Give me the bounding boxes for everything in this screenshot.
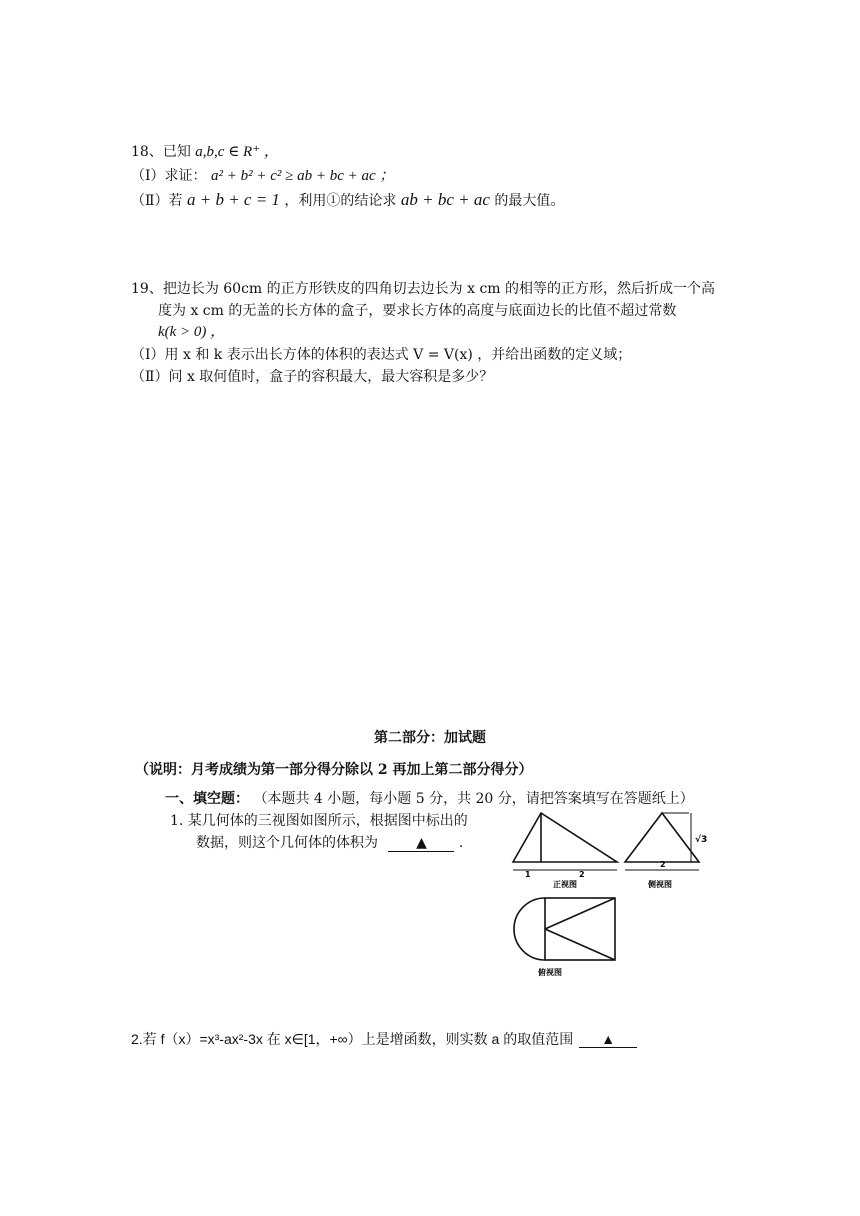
front-dim-1: 1 [525, 870, 531, 879]
fill-q1-blank[interactable]: ▲ [388, 835, 454, 852]
q19-part1: （Ⅰ）用 x 和 k 表示出长方体的体积的表达式 V = V(x) ，并给出函数的定义域； [131, 347, 632, 363]
top-view [514, 898, 615, 960]
q18-part2 [131, 189, 564, 212]
q18-part1 [131, 165, 394, 187]
side-dim-2: 2 [660, 860, 666, 869]
q18-part2-cond: a + b + c = 1 [186, 190, 280, 209]
q18-stem-text: 18、已知 [131, 144, 191, 160]
q18-part2-suffix: 的最大值。 [494, 193, 565, 209]
q18-given: a,b,c ∈ R⁺ ， [195, 144, 279, 160]
q18-part2-prefix: （Ⅱ）若 [131, 193, 183, 209]
section-label: 一、填空题： [165, 791, 249, 807]
fill-q1-prompt: 数据，则这个几何体的体积为 [196, 835, 378, 851]
fill-q2-blank[interactable]: ▲ [579, 1031, 637, 1048]
front-view [513, 813, 617, 870]
part2-note: （说明：月考成绩为第一部分得分除以 2 再加上第二部分得分） [135, 762, 533, 778]
q18-part2-mid: ，利用①的结论求 [284, 193, 397, 209]
q18-part1-formula: a² + b² + c² ≥ ab + bc + ac ； [210, 168, 395, 184]
top-view-label: 俯视图 [538, 968, 562, 977]
q19-part2: （Ⅱ）问 x 取何值时，盒子的容积最大，最大容积是多少？ [131, 369, 494, 385]
q19-line1: 19、把边长为 60cm 的正方形铁皮的四角切去边长为 x cm 的相等的正方形，然后折成一个高 [131, 281, 716, 297]
front-view-label: 正视图 [553, 880, 577, 889]
q18-stem [131, 141, 279, 163]
fill-q2 [131, 1029, 637, 1049]
q18-part1-prefix: （Ⅰ）求证： [131, 168, 207, 184]
q19-line3: k(k > 0) ， [158, 324, 226, 340]
part2-title: 第二部分：加试题 [374, 730, 486, 746]
q19-line2: 度为 x cm 的无盖的长方体的盒子，要求长方体的高度与底面边长的比值不超过常数 [158, 303, 677, 319]
fill-q1-end: . [458, 835, 464, 851]
fill-q1-line1: 1. 某几何体的三视图如图所示，根据图中标出的 [170, 813, 468, 829]
three-view-figure [505, 800, 730, 980]
side-dim-sqrt3: √3 [695, 835, 708, 845]
fill-q1-line2 [196, 832, 463, 852]
front-dim-2: 2 [579, 870, 585, 879]
side-view-label: 侧视图 [648, 880, 672, 889]
q18-part2-expr: ab + bc + ac [400, 190, 490, 209]
fill-q2-text: 2.若 f（x）=x³-ax²-3x 在 x∈[1，+∞）上是增函数，则实数 a 的取值范围 [131, 1031, 574, 1047]
section-desc: （本题共 4 小题，每小题 5 分，共 20 分，请把答案填写在答题纸上） [253, 791, 694, 807]
